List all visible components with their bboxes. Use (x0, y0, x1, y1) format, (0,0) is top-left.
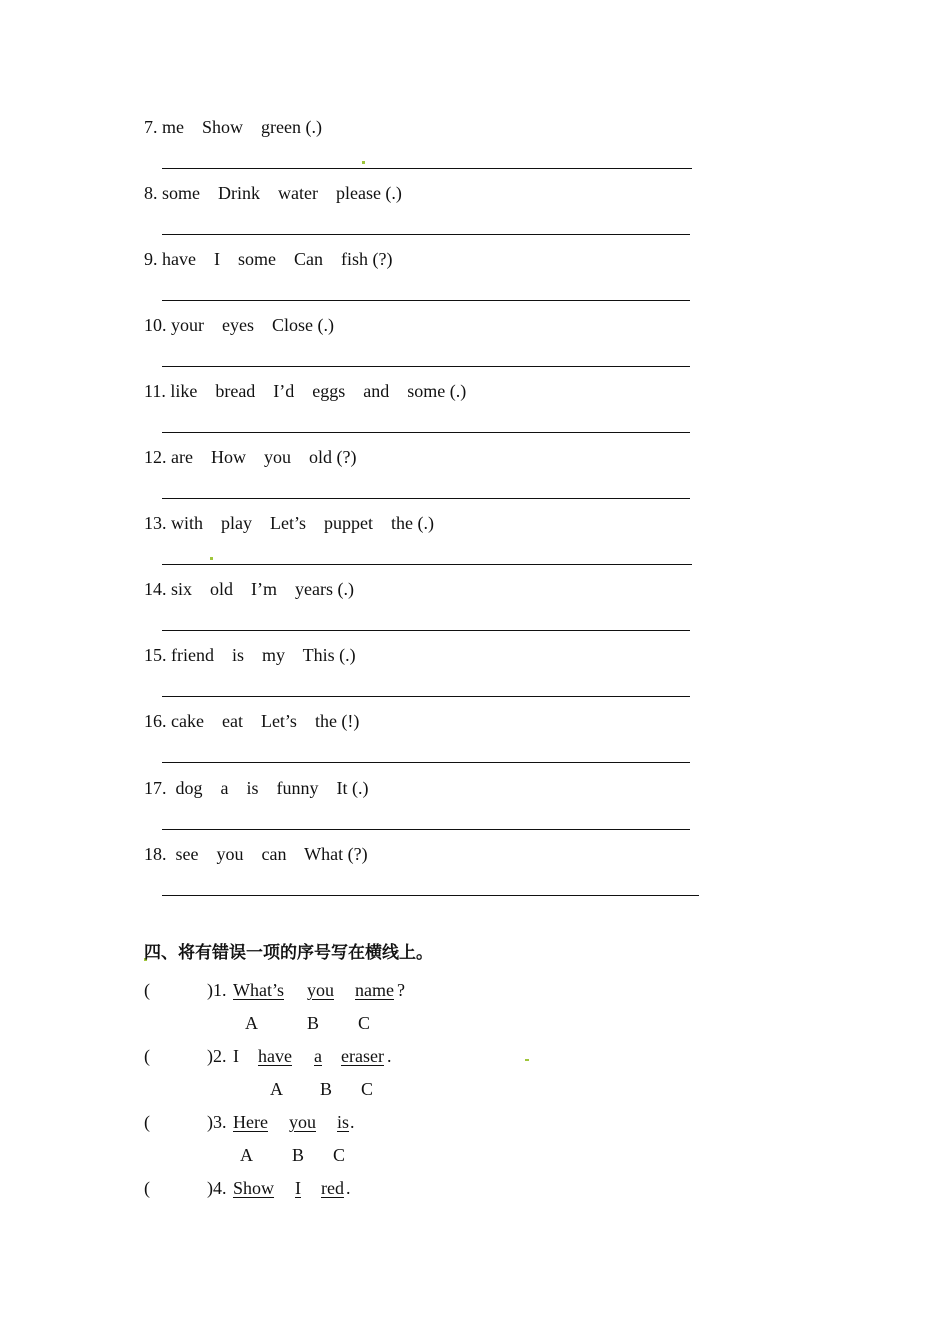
section-4-title: 四、将有错误一项的序号写在横线上。 (144, 943, 433, 963)
exercise-14-prompt: 14. six old I’m years (.) (144, 579, 354, 599)
error-question-4 (144, 1177, 404, 1199)
punctuation: . (350, 1112, 355, 1132)
exercise-12-answer-line[interactable] (162, 498, 690, 499)
exercise-7-prompt: 7. me Show green (.) (144, 117, 322, 137)
exercise-18-prompt: 18. see you can What (?) (144, 844, 368, 864)
option-c-word: eraser (341, 1046, 384, 1066)
option-letters-2 (270, 1078, 390, 1100)
letter-b: B (292, 1145, 305, 1165)
option-c-word: is (337, 1112, 350, 1132)
answer-paren-open[interactable]: ( (144, 980, 150, 1000)
letter-b: B (307, 1013, 320, 1033)
scan-speck (210, 557, 213, 560)
punctuation: . (346, 1178, 351, 1198)
question-number: )1. (207, 980, 227, 1000)
error-question-2 (144, 1045, 444, 1067)
option-b-word: you (289, 1112, 316, 1132)
option-a-word: Show (233, 1178, 275, 1198)
option-b-word: you (307, 980, 334, 1000)
scan-speck (525, 1059, 529, 1061)
word: I (233, 1046, 239, 1066)
exercise-14-answer-line[interactable] (162, 630, 690, 631)
exercise-7-answer-line[interactable] (162, 168, 692, 169)
letter-c: C (333, 1145, 346, 1165)
answer-paren-open[interactable]: ( (144, 1112, 150, 1132)
exercise-16-prompt: 16. cake eat Let’s the (!) (144, 711, 360, 731)
option-letters-1 (245, 1012, 385, 1034)
exercise-8-prompt: 8. some Drink water please (.) (144, 183, 402, 203)
exercise-16-answer-line[interactable] (162, 762, 690, 763)
exercise-11-prompt: 11. like bread I’d eggs and some (.) (144, 381, 467, 401)
answer-paren-open[interactable]: ( (144, 1046, 150, 1066)
exercise-17-answer-line[interactable] (162, 829, 690, 830)
letter-a: A (240, 1145, 253, 1165)
exercise-17-prompt: 17. dog a is funny It (.) (144, 778, 369, 798)
exercise-13-answer-line[interactable] (162, 564, 692, 565)
exercise-18-answer-line[interactable] (162, 895, 699, 896)
letter-a: A (270, 1079, 283, 1099)
exercise-15-prompt: 15. friend is my This (.) (144, 645, 356, 665)
exercise-12-prompt: 12. are How you old (?) (144, 447, 357, 467)
exercise-10-prompt: 10. your eyes Close (.) (144, 315, 334, 335)
exercise-13-prompt: 13. with play Let’s puppet the (.) (144, 513, 434, 533)
letter-c: C (358, 1013, 371, 1033)
question-number: )4. (207, 1178, 227, 1198)
exercise-15-answer-line[interactable] (162, 696, 690, 697)
scan-speck (362, 161, 365, 164)
punctuation: . (387, 1046, 392, 1066)
exercise-8-answer-line[interactable] (162, 234, 690, 235)
exercise-11-answer-line[interactable] (162, 432, 690, 433)
letter-b: B (320, 1079, 333, 1099)
letter-a: A (245, 1013, 258, 1033)
error-question-1 (144, 979, 444, 1001)
option-a-word: Here (233, 1112, 268, 1132)
error-question-3 (144, 1111, 404, 1133)
option-a-word: have (258, 1046, 292, 1066)
option-b-word: I (295, 1178, 301, 1198)
answer-paren-open[interactable]: ( (144, 1178, 150, 1198)
option-letters-3 (240, 1144, 360, 1166)
letter-c: C (361, 1079, 374, 1099)
exercise-10-answer-line[interactable] (162, 366, 690, 367)
question-number: )2. (207, 1046, 227, 1066)
question-number: )3. (207, 1112, 227, 1132)
option-c-word: red (321, 1178, 344, 1198)
option-a-word: What’s (233, 980, 284, 1000)
option-b-word: a (314, 1046, 322, 1066)
punctuation: ? (397, 980, 405, 1000)
option-c-word: name (355, 980, 394, 1000)
exercise-9-answer-line[interactable] (162, 300, 690, 301)
exercise-9-prompt: 9. have I some Can fish (?) (144, 249, 393, 269)
